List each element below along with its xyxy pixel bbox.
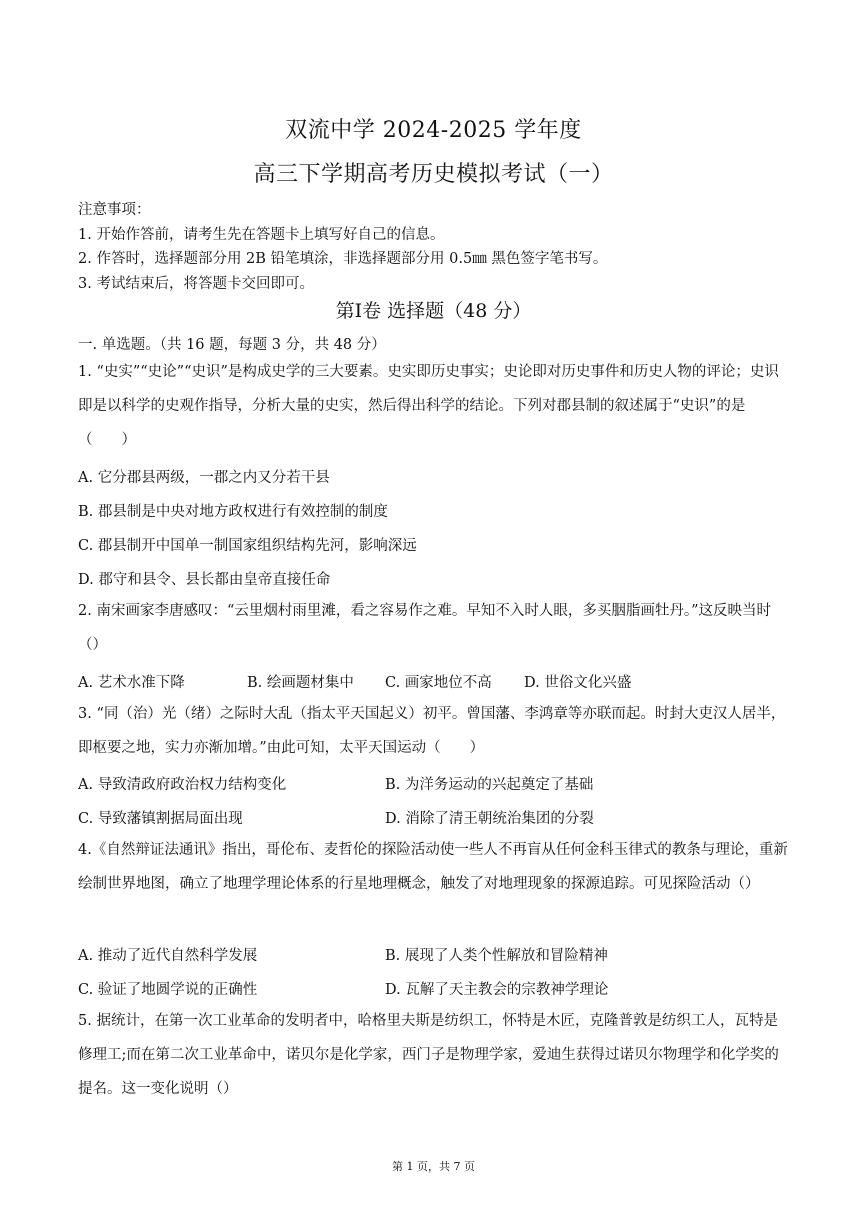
question-option: A. 导致清政府政治权力结构变化 <box>78 777 287 793</box>
page-title: 双流中学 2024-2025 学年度 <box>285 118 582 143</box>
question-option: C. 郡县制开中国单一制国家组织结构先河，影响深远 <box>78 538 417 554</box>
question-option: B. 为洋务运动的兴起奠定了基础 <box>385 777 594 793</box>
page-footer: 第 1 页，共 7 页 <box>392 1160 475 1173</box>
question-option: C. 验证了地圆学说的正确性 <box>78 982 258 998</box>
question-option: A. 推动了近代自然科学发展 <box>78 948 258 964</box>
question-option: D. 瓦解了天主教会的宗教神学理论 <box>385 982 609 998</box>
question-option: B. 绘画题材集中 <box>247 675 354 691</box>
question-option: B. 展现了人类个性解放和冒险精神 <box>385 948 608 964</box>
question-option: A. 艺术水准下降 <box>78 675 185 691</box>
question-option: A. 它分郡县两级，一郡之内又分若干县 <box>78 470 330 486</box>
question-option: D. 世俗文化兴盛 <box>524 675 632 691</box>
note-item: 3. 考试结束后，将答题卡交回即可。 <box>78 275 314 292</box>
note-item: 1. 开始作答前，请考生先在答题卡上填写好自己的信息。 <box>78 226 445 243</box>
section-title: 第Ⅰ卷 选择题（48 分） <box>335 300 532 322</box>
question-stem: 1. “史实”“史论”“史识”是构成史学的三大要素。史实即历史事实；史论即对历史事件和历史人物的评论；史识即是以科学的史观作指导，分析大量的史实，然后得出科学的结论。下列对郡县制的叙述属于“史识”的是（ ） <box>78 364 779 448</box>
notes-heading: 注意事项： <box>78 202 151 218</box>
question-stem: 3. “同（治）光（绪）之际时大乱（指太平天国起义）初平。曾国藩、李鸿章等亦联而起。时封大吏汉人居半，即枢要之地，实力亦渐加增。”由此可知，太平天国运动（ ） <box>78 706 786 756</box>
question-stem: 2. 南宋画家李唐感叹：“云里烟村雨里滩，看之容易作之难。早知不入时人眼，多买胭脂画牡丹。”这反映当时（） <box>78 603 772 653</box>
question-option: B. 郡县制是中央对地方政权进行有效控制的制度 <box>78 504 388 520</box>
question-option: D. 郡守和县令、县长都由皇帝直接任命 <box>78 572 331 588</box>
question-option: C. 导致藩镇割据局面出现 <box>78 811 243 827</box>
question-option: C. 画家地位不高 <box>385 675 492 691</box>
exam-notes <box>78 198 607 296</box>
page-subtitle: 高三下学期高考历史模拟考试（一） <box>253 162 614 187</box>
note-item: 2. 作答时，选择题部分用 2B 铅笔填涂，非选择题部分用 0.5㎜ 黑色签字笔书写。 <box>78 251 608 267</box>
question-option: D. 消除了清王朝统治集团的分裂 <box>385 811 594 827</box>
question-stem: 5. 据统计，在第一次工业革命的发明者中，哈格里夫斯是纺织工，怀特是木匠，克隆普敦是纺织工人，瓦特是修理工;而在第二次工业革命中，诺贝尔是化学家，西门子是物理学家，爱迪生获得过诺贝尔物理学和化学奖的提名。这一变化说明（） <box>78 1013 779 1097</box>
part-heading: 一. 单选题。（共 16 题，每题 3 分，共 48 分） <box>78 337 386 353</box>
question-stem: 4.《自然辩证法通讯》指出，哥伦布、麦哲伦的探险活动使一些人不再盲从任何金科玉律式的教条与理论，重新绘制世界地图，确立了地理学理论体系的行星地理概念，触发了对地理现象的探源追踪。可见探险活动（） <box>78 842 788 892</box>
